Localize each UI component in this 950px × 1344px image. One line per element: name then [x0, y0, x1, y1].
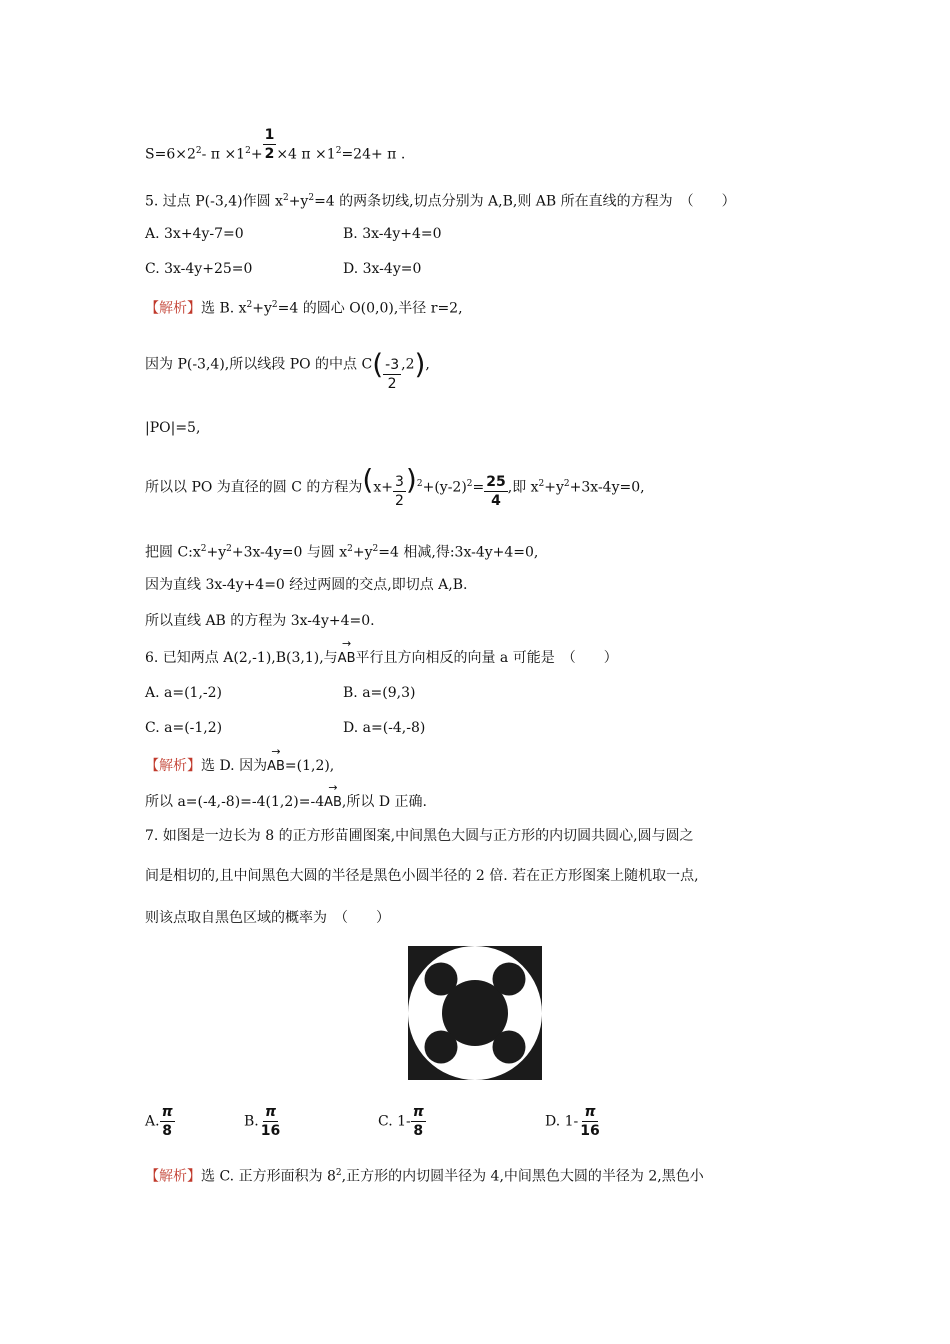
- small-circle-top-right: [493, 963, 526, 996]
- q5-option-c: C. 3x-4y+25=0: [145, 261, 253, 277]
- option-prefix: D. 1-: [545, 1113, 579, 1130]
- frac-num: [383, 356, 401, 375]
- text: 把圆 C:x: [145, 544, 201, 561]
- q7-question-line-1: 7. 如图是一边长为 8 的正方形苗圃图案,中间黑色大圆与正方形的内切圆共圆心,圆与圆之: [145, 828, 694, 844]
- text: =4 的圆心 O(0,0),半径 r=2,: [277, 300, 463, 317]
- frac-den: 2: [387, 376, 397, 392]
- option-prefix: C. 1-: [378, 1113, 411, 1130]
- q6-analysis-2: [145, 781, 427, 813]
- text: 5. 过点 P(-3,4)作圆 x: [145, 193, 283, 210]
- fraction-pi-16: [578, 1103, 601, 1140]
- q7-analysis-1: [145, 1163, 704, 1187]
- q5-analysis-7: 所以直线 AB 的方程为 3x-4y+4=0.: [145, 613, 375, 629]
- fraction-pi-8: [411, 1103, 426, 1140]
- text: 选 B. x: [201, 300, 247, 317]
- q5-question: [145, 188, 736, 212]
- q7-option-a: [145, 1103, 175, 1140]
- sup: 2: [282, 193, 289, 203]
- text: ,: [425, 356, 430, 373]
- fraction-3-2: [393, 473, 406, 510]
- sup: 2: [245, 145, 251, 156]
- sup: 2: [226, 544, 232, 554]
- q5-analysis-4: [145, 462, 645, 509]
- text: =(1,2),: [284, 758, 335, 774]
- q7-question-line-2: 间是相切的,且中间黑色大圆的半径是黑色小圆半径的 2 倍. 若在正方形图案上随机取一点,: [145, 868, 699, 884]
- analysis-tag: 【解析】: [145, 758, 201, 774]
- small-circle-bottom-left: [425, 1031, 458, 1064]
- frac-den: 2: [395, 493, 404, 509]
- frac-num: π: [161, 1104, 173, 1120]
- vector-ab: [337, 637, 356, 669]
- text: =4 相减,得:3x-4y+4=0,: [378, 544, 539, 561]
- vec-label: AB: [337, 651, 356, 666]
- vector-ab: [324, 781, 342, 813]
- fraction-pi-16: [259, 1103, 282, 1140]
- text: 选 C. 正方形面积为 8: [201, 1168, 336, 1185]
- text: ,所以 D 正确.: [341, 794, 427, 810]
- sup: 2: [195, 145, 202, 156]
- sup: 2: [347, 544, 353, 554]
- q7-option-b: [244, 1103, 282, 1140]
- fraction-minus-3-2: [383, 356, 401, 393]
- q5-analysis-3: |PO|=5,: [145, 420, 201, 436]
- formula-part: S=6×2: [145, 146, 196, 163]
- text: ,即 x: [507, 479, 539, 496]
- sup: 2: [308, 193, 315, 203]
- text: +y: [252, 300, 272, 317]
- q5-option-b: B. 3x-4y+4=0: [343, 226, 442, 242]
- q6-option-b: B. a=(9,3): [343, 685, 416, 701]
- q5-analysis-5: [145, 539, 538, 563]
- frac-num: 3: [395, 474, 404, 490]
- text: +3x-4y=0 与圆 x: [231, 544, 348, 561]
- option-prefix: A.: [145, 1113, 160, 1130]
- formula-part: +: [250, 146, 263, 163]
- q6-question: [145, 637, 618, 669]
- garden-pattern-figure: [408, 946, 542, 1080]
- q6-analysis-1: [145, 745, 335, 777]
- text: 所以以 PO 为直径的圆 C 的方程为: [145, 479, 363, 496]
- frac-num: π: [412, 1104, 424, 1120]
- vector-ab: [267, 745, 285, 777]
- fraction-one-half: [263, 126, 277, 163]
- formula-part: =24+ π .: [341, 146, 406, 163]
- text: +y: [206, 544, 227, 561]
- sup: 2: [200, 544, 207, 554]
- paren-close: ): [405, 462, 417, 496]
- text: 所以 a=(-4,-8)=-4(1,2)=-4: [145, 794, 325, 810]
- vector-arrow-icon: →: [341, 637, 352, 650]
- frac-den: 8: [413, 1123, 424, 1139]
- text: +y: [544, 479, 564, 496]
- analysis-tag: 【解析】: [145, 1168, 201, 1185]
- q6-option-c: C. a=(-1,2): [145, 720, 223, 736]
- q5-analysis-2: [145, 346, 430, 392]
- q5-analysis-1: [145, 295, 463, 319]
- fraction-pi-8: [160, 1103, 175, 1140]
- paren-open: (: [372, 347, 384, 381]
- frac-num: π: [584, 1104, 596, 1120]
- text: +y: [288, 193, 309, 210]
- sup: 2: [466, 478, 473, 489]
- sup: 2: [416, 478, 423, 489]
- frac-num: π: [264, 1104, 277, 1120]
- frac-num: 1: [264, 127, 275, 143]
- frac-num: 25: [486, 474, 506, 490]
- vector-arrow-icon: →: [328, 781, 338, 794]
- q5-option-a: A. 3x+4y-7=0: [145, 226, 244, 242]
- vector-arrow-icon: →: [271, 745, 281, 758]
- text: +y: [352, 544, 373, 561]
- small-circle-top-left: [425, 963, 458, 996]
- text: +(y-2): [422, 479, 467, 496]
- minus: -: [385, 357, 391, 373]
- vec-label: AB: [324, 795, 342, 810]
- text: x+: [373, 479, 393, 496]
- sup: 2: [271, 300, 278, 310]
- q6-option-d: D. a=(-4,-8): [343, 720, 426, 736]
- text: =4 的两条切线,切点分别为 A,B,则 AB 所在直线的方程为 （ ）: [314, 193, 736, 210]
- frac-den: 2: [264, 146, 275, 162]
- q6-option-a: A. a=(1,-2): [145, 685, 223, 701]
- sup: 2: [372, 544, 379, 554]
- formula-part: - π ×1: [201, 146, 246, 163]
- vec-label: AB: [267, 759, 285, 774]
- q5-analysis-6: 因为直线 3x-4y+4=0 经过两圆的交点,即切点 A,B.: [145, 577, 468, 593]
- frac-den: 8: [162, 1123, 172, 1139]
- q5-option-d: D. 3x-4y=0: [343, 261, 422, 277]
- q4-area-formula: [145, 127, 406, 173]
- small-circle-bottom-right: [493, 1031, 526, 1064]
- sup: 2: [563, 478, 570, 489]
- q7-option-c: [378, 1103, 426, 1140]
- text: 平行且方向相反的向量 a 可能是 （ ）: [355, 650, 618, 666]
- sup: 2: [335, 145, 342, 156]
- text: 选 D. 因为: [201, 758, 268, 774]
- text: ,2: [401, 356, 415, 373]
- frac-den: 16: [580, 1123, 600, 1139]
- analysis-tag: 【解析】: [145, 300, 201, 317]
- paren-open: (: [362, 462, 374, 496]
- sup: 2: [538, 478, 545, 489]
- sup: 2: [246, 300, 253, 310]
- num-val: 3: [390, 357, 400, 373]
- text: ,正方形的内切圆半径为 4,中间黑色大圆的半径为 2,黑色小: [341, 1168, 704, 1185]
- sup: 2: [335, 1168, 342, 1178]
- text: =: [472, 479, 485, 496]
- text: 因为 P(-3,4),所以线段 PO 的中点 C: [145, 356, 373, 373]
- q7-question-line-3: 则该点取自黑色区域的概率为 （ ）: [145, 910, 390, 926]
- option-prefix: B.: [244, 1113, 259, 1130]
- paren-close: ): [414, 347, 426, 381]
- text: 6. 已知两点 A(2,-1),B(3,1),与: [145, 650, 338, 666]
- frac-den: 16: [260, 1123, 281, 1139]
- text: +3x-4y=0,: [569, 479, 645, 496]
- fraction-25-4: [484, 473, 507, 510]
- q7-option-d: [545, 1103, 602, 1140]
- frac-den: 4: [491, 493, 501, 509]
- formula-part: ×4 π ×1: [276, 146, 336, 163]
